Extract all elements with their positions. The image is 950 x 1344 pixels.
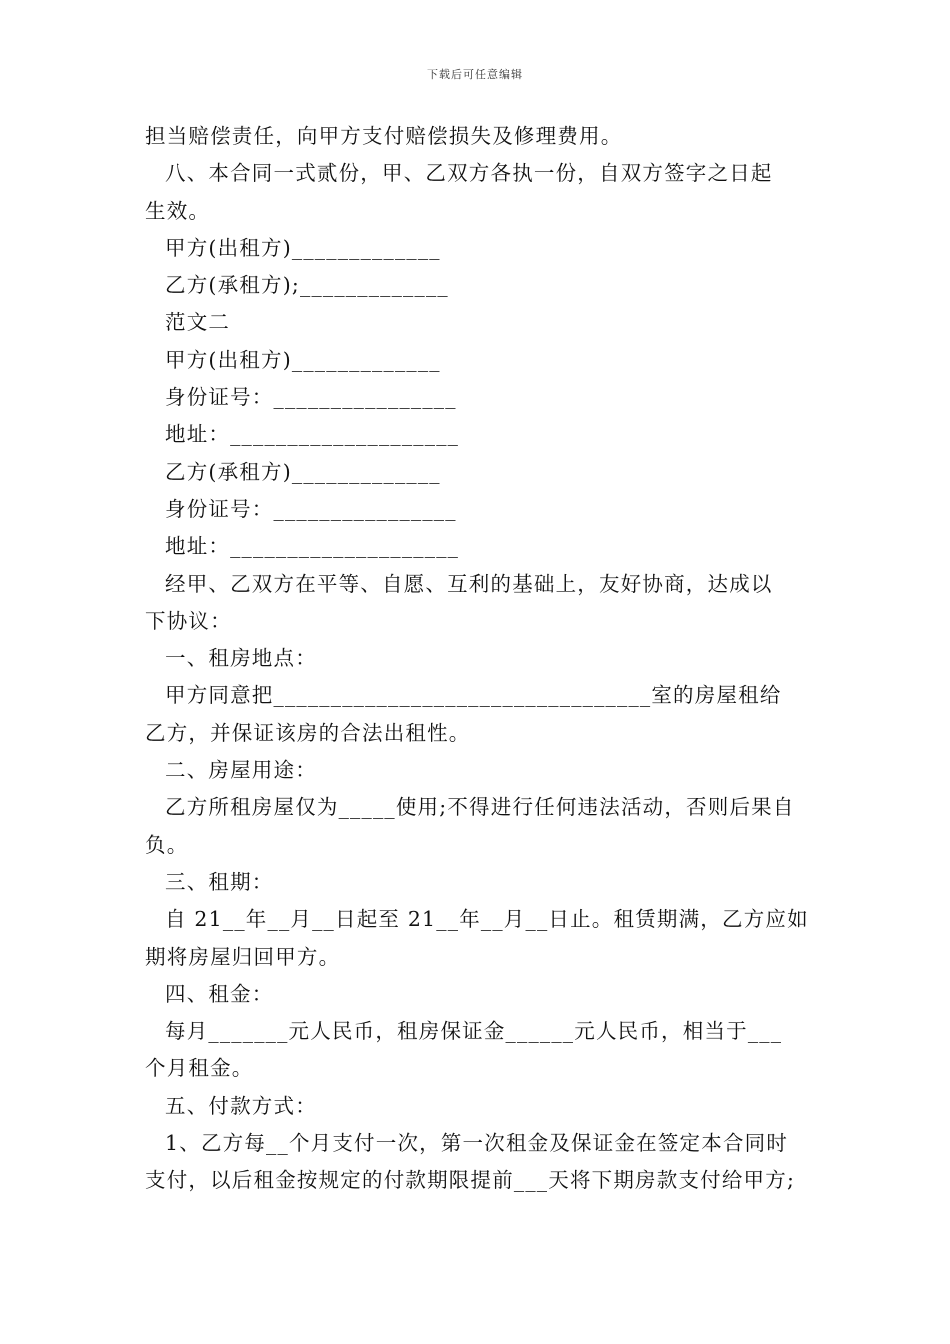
signature-line-lessor: 甲方(出租方)_____________ — [165, 235, 441, 260]
paragraph-line: 乙方所租房屋仅为_____使用;不得进行任何违法活动，否则后果自 — [165, 795, 795, 820]
lessee-id-field: 身份证号：________________ — [165, 496, 457, 521]
signature-line-lessee: 乙方(承租方);_____________ — [165, 273, 449, 298]
lessee-field: 乙方(承租方)_____________ — [165, 459, 441, 484]
clause-heading: 二、房屋用途： — [165, 758, 317, 783]
paragraph-line: 负。 — [145, 832, 189, 857]
paragraph-line: 自 21__年__月__日起至 21__年__月__日止。租赁期满，乙方应如 — [165, 907, 809, 932]
clause-heading: 一、租房地点： — [165, 646, 317, 671]
lessee-address-field: 地址：____________________ — [165, 534, 460, 559]
paragraph-line: 八、本合同一式贰份，甲、乙双方各执一份，自双方签字之日起 — [165, 161, 773, 186]
paragraph-line: 支付，以后租金按规定的付款期限提前___天将下期房款支付给甲方; — [145, 1168, 796, 1193]
paragraph-line: 乙方，并保证该房的合法出租性。 — [145, 720, 471, 745]
lessor-field: 甲方(出租方)_____________ — [165, 347, 441, 372]
paragraph-line: 每月_______元人民币，租房保证金______元人民币，相当于___ — [165, 1019, 783, 1044]
clause-heading: 五、付款方式： — [165, 1093, 317, 1118]
clause-heading: 四、租金： — [165, 981, 274, 1006]
section-title: 范文二 — [165, 310, 231, 335]
paragraph-line: 下协议： — [145, 608, 232, 633]
lessor-address-field: 地址：____________________ — [165, 422, 460, 447]
paragraph-line: 1、乙方每__个月支付一次，第一次租金及保证金在签定本合同时 — [165, 1131, 789, 1156]
paragraph-line: 担当赔偿责任，向甲方支付赔偿损失及修理费用。 — [145, 124, 623, 148]
document-body — [145, 118, 810, 1200]
paragraph-line: 生效。 — [145, 198, 211, 223]
page-header: 下载后可任意编辑 — [427, 68, 523, 81]
paragraph-line: 期将房屋归回甲方。 — [145, 944, 341, 969]
clause-heading: 三、租期： — [165, 869, 274, 894]
paragraph-line: 个月租金。 — [145, 1056, 254, 1081]
paragraph-line: 经甲、乙双方在平等、自愿、互利的基础上，友好协商，达成以 — [165, 571, 773, 596]
lessor-id-field: 身份证号：________________ — [165, 385, 457, 410]
paragraph-line: 甲方同意把_________________________________室的房屋租给 — [165, 683, 782, 708]
